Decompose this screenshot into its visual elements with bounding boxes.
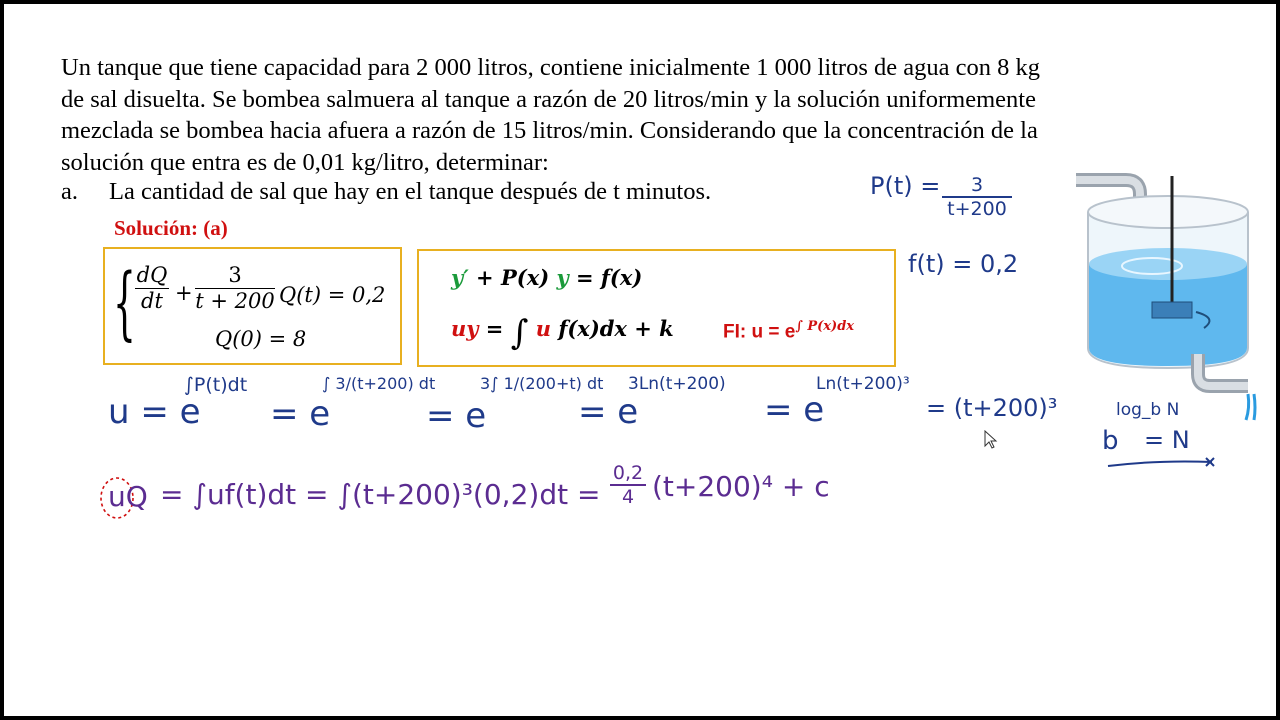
note-f-of-t: f(t) = 0,2 — [908, 250, 1019, 278]
formula-u: u — [535, 316, 552, 341]
frac-3-t200 — [195, 263, 275, 313]
mouse-cursor-icon — [984, 430, 998, 450]
note-p-of-t — [870, 172, 940, 200]
problem-line-1: Un tanque que tiene capacidad para 2 000 litros, contiene inicialmente 1 000 litros de agua con 8 kg — [61, 54, 1040, 81]
log-exponent: log_b N — [1116, 400, 1180, 420]
integral-icon: ∫ — [510, 313, 529, 353]
uq-frac — [610, 462, 646, 508]
problem-line-3: mezclada se bombea hacia afuera a razón de 15 litros/min. Considerando que la concentración de la — [61, 117, 1038, 145]
item-text: La cantidad de sal que hay en el tanque después de t minutos. — [109, 178, 712, 205]
eq-plus: + — [468, 265, 501, 290]
note-p-den: t+200 — [942, 196, 1012, 220]
eq-fx: = f(x) — [568, 265, 643, 290]
u-exp-2: ∫ 3/(t+200) dt — [322, 374, 436, 393]
frac-dq-num: dQ — [136, 263, 168, 287]
u-equals-e: u = e — [108, 392, 201, 432]
frac-dq-dt — [135, 263, 169, 313]
u-exp-3: 3∫ 1/(200+t) dt — [480, 374, 604, 393]
uq-integral: = ∫uf(t)dt = ∫(t+200)³(0,2)dt = — [160, 478, 601, 511]
frac-3-num: 3 — [228, 263, 242, 287]
u-eq-4: = e — [578, 392, 639, 432]
log-equals-n: = N — [1144, 426, 1190, 454]
frac-3-den: t + 200 — [195, 289, 275, 313]
u-eq-2: = e — [270, 394, 331, 434]
fi-label: FI: u = e — [723, 321, 796, 343]
formula-eq: = — [478, 316, 511, 341]
formula-uy: uy — [451, 316, 479, 341]
u-eq-6: = (t+200)³ — [926, 394, 1058, 422]
initial-condition: Q(0) = 8 — [215, 327, 307, 351]
u-exp-5: Ln(t+200)³ — [816, 374, 910, 394]
ode-system-box — [103, 247, 402, 365]
linear-ode-form — [451, 265, 642, 290]
u-exp-4: 3Ln(t+200) — [628, 374, 726, 394]
problem-line-2: de sal disuelta. Se bombea salmuera al tanque a razón de 20 litros/min y la solución uniformemente — [61, 85, 1036, 113]
u-eq-3: = e — [426, 396, 487, 436]
formula-rest: f(x)dx + k — [551, 316, 674, 341]
note-uq-integration — [108, 456, 828, 526]
item-marker: a. — [61, 178, 78, 205]
uq-lhs: uQ — [108, 480, 148, 513]
problem-line-4: solución que entra es de 0,01 kg/litro, determinar: — [61, 148, 549, 176]
eq-px: P(x) — [500, 265, 550, 290]
method-box — [417, 249, 896, 367]
fi-exponent: ∫ P(x)dx — [795, 319, 855, 334]
ode-rhs: Q(t) = 0,2 — [279, 283, 386, 307]
note-p-num: 3 — [970, 174, 984, 196]
slide — [4, 4, 1276, 716]
integrating-factor — [723, 319, 854, 343]
solution-formula — [451, 313, 674, 353]
note-p-lhs: P(t) = — [870, 172, 941, 200]
plus-sign: + — [175, 281, 193, 305]
uq-frac-den: 4 — [610, 484, 646, 508]
eq-yprime: y′ — [451, 265, 469, 290]
uq-frac-num: 0,2 — [612, 462, 644, 484]
underline-stroke — [1106, 456, 1218, 472]
eq-y: y — [556, 265, 569, 290]
problem-text — [61, 52, 1221, 178]
brace-icon: { — [113, 256, 136, 349]
frac-dq-den: dt — [135, 288, 169, 313]
note-p-frac — [942, 174, 1012, 220]
log-base-b: b — [1102, 426, 1119, 456]
note-u-derivation — [108, 374, 1108, 444]
u-eq-5: = e — [764, 390, 825, 430]
u-exp-1: ∫P(t)dt — [184, 374, 248, 396]
uq-result: (t+200)⁴ + c — [652, 470, 830, 503]
tank-illustration — [1068, 172, 1268, 422]
solution-label: Solución: (a) — [114, 216, 228, 240]
